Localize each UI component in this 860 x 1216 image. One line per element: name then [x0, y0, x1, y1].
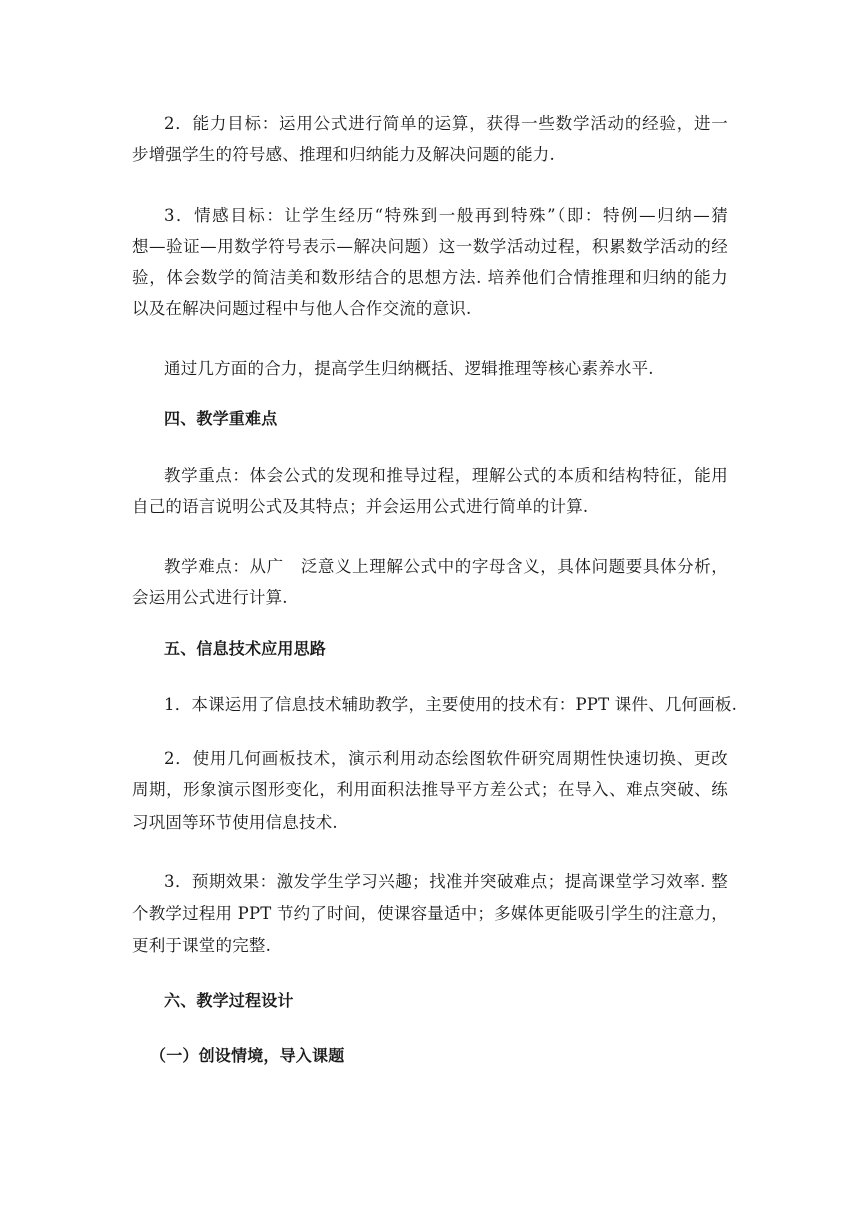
section-heading-process-design: 六、教学过程设计 [164, 991, 294, 1010]
emotion-goal-line-2: 想—验证—用数学符号表示—解决问题）这一数学活动过程，积累数学活动的经 [132, 237, 728, 256]
emotion-goal-line-3: 验，体会数学的简洁美和数形结合的思想方法. 培养他们合情推理和归纳的能力 [132, 268, 728, 287]
teaching-difficulty-line-2: 会运用公式进行计算. [132, 588, 288, 607]
it-item-2-line-3: 习巩固等环节使用信息技术. [132, 813, 338, 832]
expected-effect-line-2: 个教学过程用 PPT 节约了时间，使课容量适中；多媒体更能吸引学生的注意力， [132, 904, 728, 923]
emotion-goal-line-1: 3．情感目标：让学生经历“特殊到一般再到特殊”（即：特例—归纳—猜 [164, 206, 728, 225]
expected-effect-line-1: 3．预期效果：激发学生学习兴趣；找准并突破难点；提高课堂学习效率. 整 [164, 872, 728, 891]
teaching-focus-line-1: 教学重点：体会公式的发现和推导过程，理解公式的本质和结构特征，能用 [164, 466, 728, 485]
ability-goal-line-1: 2．能力目标：运用公式进行简单的运算，获得一些数学活动的经验，进一 [164, 114, 728, 133]
section-heading-it-application: 五、信息技术应用思路 [164, 639, 327, 658]
emotion-goal-line-4: 以及在解决问题过程中与他人合作交流的意识. [132, 299, 472, 318]
teaching-difficulty-line-1: 教学难点：从广 泛意义上理解公式中的字母含义，具体问题要具体分析， [164, 557, 728, 576]
ability-goal-line-2: 步增强学生的符号感、推理和归纳能力及解决问题的能力. [132, 145, 555, 164]
teaching-focus-line-2: 自己的语言说明公式及其特点；并会运用公式进行简单的计算. [132, 497, 589, 516]
section-heading-key-points: 四、教学重难点 [164, 409, 278, 428]
it-item-1-line-1: 1．本课运用了信息技术辅助教学，主要使用的技术有：PPT 课件、几何画板. [164, 695, 738, 714]
expected-effect-line-3: 更利于课堂的完整. [132, 936, 272, 955]
summary-line: 通过几方面的合力，提高学生归纳概括、逻辑推理等核心素养水平. [164, 359, 654, 378]
it-item-2-line-1: 2．使用几何画板技术，演示利用动态绘图软件研究周期性快速切换、更改 [164, 749, 728, 768]
subsection-heading-introduction: （一）创设情境，导入课题 [150, 1046, 345, 1065]
it-item-2-line-2: 周期，形象演示图形变化，利用面积法推导平方差公式；在导入、难点突破、练 [132, 780, 728, 799]
